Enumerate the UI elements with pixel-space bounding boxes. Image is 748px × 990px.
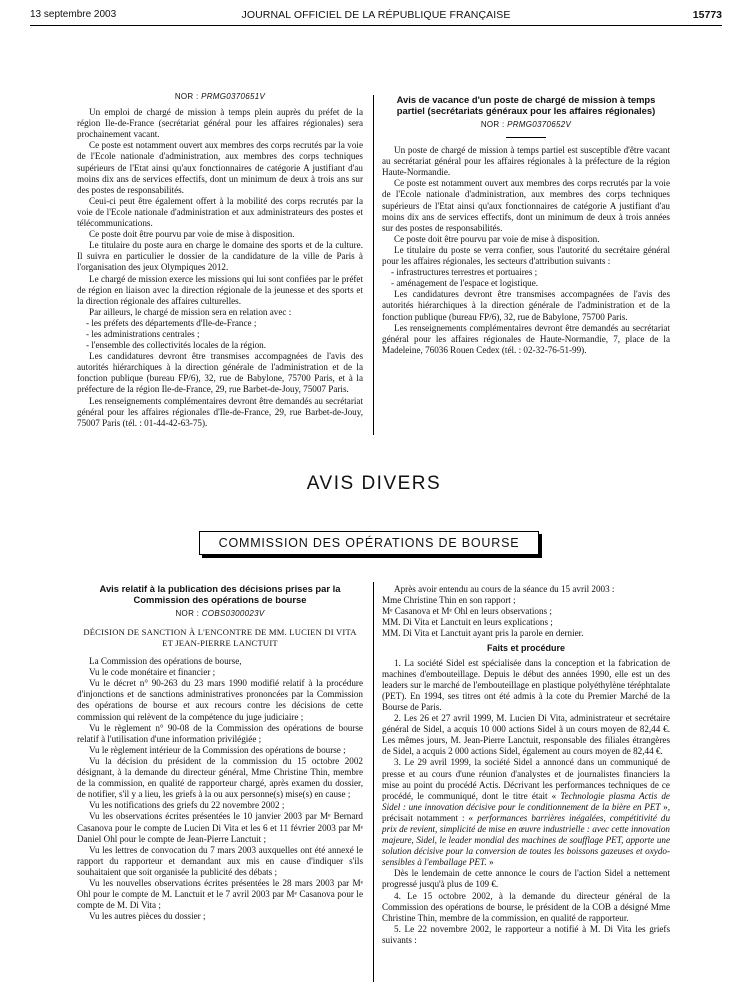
nor-code: PRMG0370651V [201, 92, 266, 101]
paragraph: Un poste de chargé de mission à temps partiel est susceptible d'être vacant au secrétariat général pour les affaires régionales à la préfecture de la région Haute-Normandie. [382, 145, 670, 178]
paragraph: Mᵉ Casanova et Mᵉ Ohl en leurs observations ; [382, 606, 552, 617]
paragraph: Ce poste est notamment ouvert aux membres des corps recrutés par la voie de l'Ecole nationale d'administration, aux membres des corps techniques supérieurs de l'Etat ainsi qu'aux fonctionnaires de catégorie A justifiant d'au moins dix ans de services effectifs, dont un minimum de deux à trois années sur des postes de responsabilités. [382, 178, 670, 233]
paragraph: Vu les lettres de convocation du 7 mars 2003 auxquelles ont été annexé le rapport du rapporteur et demandant aux mis en cause d'indiquer s'ils souhaitaient que soit organisée la publicité des débats ; [77, 844, 363, 877]
paragraph: MM. Di Vita et Lanctuit en leurs explications ; [382, 617, 553, 628]
page-number: 15773 [692, 9, 722, 21]
paragraph: Ceui-ci peut être également offert à la mobilité des corps recrutés par la voie de l'Ecole nationale d'administration et aux administrateurs des postes et télécommunications. [77, 195, 363, 229]
nor-label: NOR : [174, 92, 202, 101]
paragraph: Les renseignements complémentaires devront être demandés au secrétariat général pour les affaires régionales de Haute-Normandie, 7, place de la Madeleine, 76036 Rouen Cedex (tél. : 02-32-76-51-99). [382, 322, 670, 355]
text-run: », précisait notamment : « [382, 801, 670, 823]
paragraph: Les candidatures devront être transmises accompagnées de l'avis des autorités hiérarchiques à la direction générale de l'administration et de la fonction publique (bureau FP/6), 32, rue de Babylone, 75700 Paris, et à la préfecture de la région Ile-de-France, 29, rue Barbet-de-Jouy, 75007 Paris. [77, 351, 363, 395]
list-item: - les administrations centrales ; [86, 328, 200, 339]
right-bottom-column [382, 584, 670, 946]
right-top-column [382, 95, 670, 356]
paragraph [382, 757, 670, 868]
notice-title: Avis relatif à la publication des décisions prises par la Commission des opérations de bourse [99, 583, 341, 605]
paragraph: Par ailleurs, le chargé de mission sera en relation avec : [89, 306, 292, 317]
paragraph: Le titulaire du poste aura en charge le domaine des sports et de la culture. Il suivra en particulier le dossier de la candidature de la ville de Paris à l'organisation des jeux Olympiques 2012. [77, 240, 363, 273]
paragraph: Vu les observations écrites présentées le 10 janvier 2003 par Mᵉ Bernard Casanova pour le compte de Lucien Di Vita et les 6 et 11 février 2003 par Mᵉ Daniel Ohl pour le compte de Jean-Pierre Lanctuit ; [77, 811, 363, 844]
list-item: - infrastructures terrestres et portuaires ; [391, 267, 538, 278]
bullet-list [382, 267, 670, 289]
paragraph: Un emploi de chargé de mission à temps plein auprès du préfet de la région Ile-de-France (secrétariat général pour les affaires régionales) sera prochainement vacant. [77, 107, 363, 140]
nor-label: NOR : [175, 609, 202, 618]
paragraph: Ce poste doit être pourvu par voie de mise à disposition. [89, 229, 295, 240]
notice-title: Avis de vacance d'un poste de chargé de mission à temps partiel (secrétariats généraux pour les affaires régionales) [396, 94, 656, 116]
nor-code: PRMG0370652V [507, 120, 572, 129]
header-rule [30, 25, 722, 26]
column-divider [373, 582, 374, 982]
text-run: 3. Le 29 avril 1999, la société Sidel a annoncé dans un communiqué de presse et au cours d'une réunion d'analystes et de journalistes financiers la mise au point du procédé Actis. Décrivant les performances techniques de ce procédé, le communiqué, dont le titre était « [382, 757, 670, 801]
paragraph: Dès le lendemain de cette annonce le cours de l'action Sidel a nettement progressé jusqu'à plus de 109 €. [382, 868, 670, 890]
paragraph: Vu le règlement n° 90-08 de la Commission des opérations de bourse relatif à l'utilisation d'une information privilégiée ; [77, 722, 363, 744]
left-bottom-column [77, 584, 363, 922]
paragraph: Le titulaire du poste se verra confier, sous l'autorité du secrétaire général pour les affaires régionales, les secteurs d'attribution suivants : [382, 244, 670, 267]
paragraph: Vu les nouvelles observations écrites présentées le 28 mars 2003 par Mᵉ Ohl pour le compte de M. Lanctuit et le 7 avril 2003 par Mᵉ Casanova pour le compte de M. Di Vita ; [77, 877, 363, 911]
nor-code: COBS0300023V [201, 609, 265, 618]
paragraph: 2. Les 26 et 27 avril 1999, M. Lucien Di Vita, administrateur et secrétaire général de Sidel, a acquis 10 000 actions Sidel à un cours moyen de 82,44 €. Les mêmes jours, M. Jean-Pierre Lanctuit, responsable des filiales étrangères de Sidel, a acquis 2 000 actions Sidel, également au cours moyen de 82,44 €. [382, 713, 670, 757]
paragraph: Les renseignements complémentaires devront être demandés au secrétariat général pour les affaires régionales d'Ile-de-France, 29, rue Barbet-de-Jouy, 75007 Paris (tél. : 01-44-42-63-75). [77, 395, 363, 428]
left-top-column [77, 91, 363, 429]
nor-reference [77, 608, 363, 619]
paragraph: Après avoir entendu au cours de la séance du 15 avril 2003 : [394, 584, 615, 594]
paragraph: Les candidatures devront être transmises accompagnées de l'avis des autorités hiérarchiques à la direction générale de l'administration et de la fonction publique (bureau FP/6), 32, rue de Babylone, 75700 Paris. [382, 289, 670, 322]
paragraph: 1. La société Sidel est spécialisée dans la conception et la fabrication de machines d'embouteillage. Depuis le début des années 1990, elle est un des leaders sur le marché de l'embouteillage en plastique polyéthylène téréphtalate (PET). En 1994, ses titres ont été admis à la cote du Premier Marché de la Bourse de Paris. [382, 657, 670, 712]
list-item: - l'ensemble des collectivités locales de la région. [86, 340, 267, 351]
issue-date: 13 septembre 2003 [30, 9, 117, 20]
paragraph: Vu le décret n° 90-263 du 23 mars 1990 modifié relatif à la procédure d'injonctions et de sanctions administratives prononcées par la Commission des opérations de bourse et aux recours contre les décisions de cette commission qui relèvent de la compétence du juge judiciaire ; [77, 678, 363, 722]
quoted-text: performances barrières inégalées, compétitivité du prix de revient, simplicité de mise en œuvre industrielle : avec cette innovation majeure, Sidel, le leader mondial des machines de soufflage PET, apporte une solution décisive pour la conversion de toutes les boissons gazeuses et oxydo-sensibles à l'emballage PET. [382, 812, 671, 868]
nor-reference [77, 91, 363, 102]
paragraph: Vu le règlement intérieur de la Commission des opérations de bourse ; [89, 744, 346, 755]
paragraph: Ce poste doit être pourvu par voie de mise à disposition. [394, 233, 600, 244]
column-divider [373, 95, 374, 435]
paragraph: Mme Christine Thin en son rapport ; [382, 595, 516, 606]
section-title: AVIS DIVERS [306, 473, 442, 494]
paragraph: Vu la décision du président de la commission du 15 octobre 2002 désignant, à la demande du directeur général, Mme Christine Thin, membre de la commission, en qualité de rapporteur chargé, après examen du dossier, de notifier, s'il y a lieu, les griefs à la ou aux personne(s) mise(s) en cause ; [77, 755, 363, 800]
text-run: » [486, 857, 494, 868]
quoted-title: Technologie plasma Actis de Sidel : une innovation décisive pour le conditionnement de la bière en PET [382, 790, 670, 812]
paragraph: Vu les autres pièces du dossier ; [89, 911, 206, 922]
paragraph: MM. Di Vita et Lanctuit ayant pris la parole en dernier. [382, 628, 584, 639]
separator [506, 137, 546, 138]
bullet-list [77, 318, 363, 351]
list-item: - aménagement de l'espace et logistique. [391, 278, 539, 289]
paragraph: 5. Le 22 novembre 2002, le rapporteur a notifié à M. Di Vita les griefs suivants : [382, 923, 670, 945]
paragraph: Ce poste est notamment ouvert aux membres des corps recrutés par la voie de l'Ecole nationale d'administration, aux membres des corps techniques supérieurs de l'Etat ainsi qu'aux fonctionnaires de catégorie A justifiant d'au moins dix ans de services effectifs, dont un minimum de deux à trois ans sur des postes de responsabilités. [77, 140, 363, 195]
paragraph: Le chargé de mission exerce les missions qui lui sont confiées par le préfet de région en liaison avec la direction régionale de la jeunesse et des sports et la direction régionale des affaires culturelles. [77, 273, 363, 306]
journal-title: JOURNAL OFFICIEL DE LA RÉPUBLIQUE FRANÇAISE [241, 9, 511, 21]
decision-title: DÉCISION DE SANCTION À L'ENCONTRE DE MM. LUCIEN DI VITA ET JEAN-PIERRE LANCTUIT [83, 627, 357, 648]
paragraph: Vu les notifications des griefs du 22 novembre 2002 ; [89, 800, 285, 811]
commission-heading: COMMISSION DES OPÉRATIONS DE BOURSE [199, 531, 539, 555]
paragraph: La Commission des opérations de bourse, [89, 656, 242, 667]
paragraph: 4. Le 15 octobre 2002, à la demande du directeur général de la Commission des opérations de bourse, le président de la COB a désigné Mme Christine Thin, membre de la commission, en qualité de rapporteur. [382, 890, 670, 923]
page-header [30, 7, 722, 23]
nor-label: NOR : [480, 120, 508, 129]
list-item: - les préfets des départements d'Ile-de-France ; [86, 317, 257, 328]
subsection-title: Faits et procédure [486, 643, 566, 654]
paragraph: Vu le code monétaire et financier ; [89, 667, 216, 678]
nor-reference [382, 119, 670, 130]
